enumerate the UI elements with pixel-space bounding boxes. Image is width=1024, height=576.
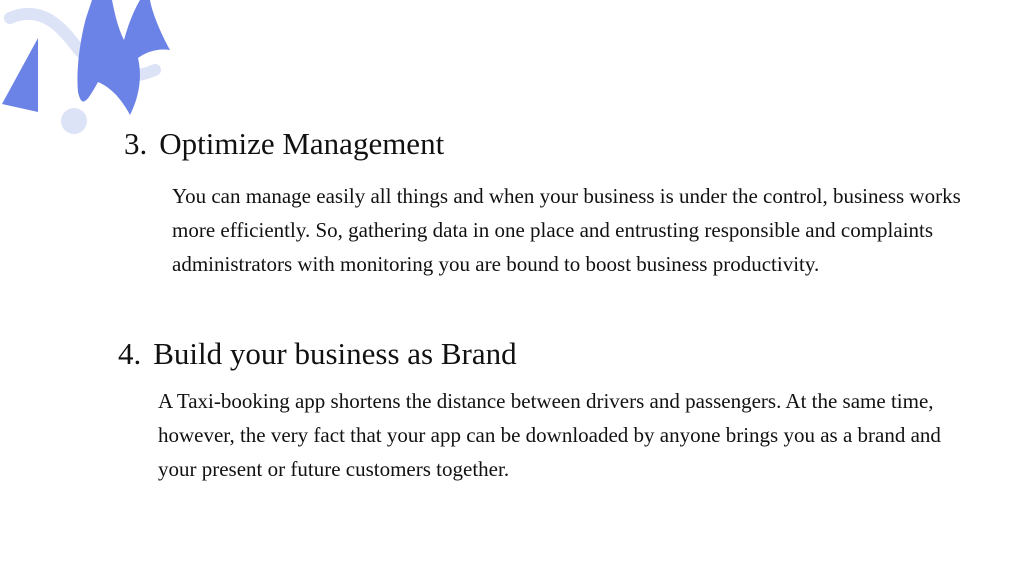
section-4-heading — [118, 336, 517, 372]
section-3-number: 3. — [124, 126, 148, 161]
section-4-title: Build your business as Brand — [153, 336, 517, 371]
section-3-title: Optimize Management — [159, 126, 445, 161]
decorative-triangle — [2, 38, 38, 112]
decorative-leaf-shape — [77, 0, 170, 115]
decorative-dot — [61, 108, 87, 134]
section-4-number: 4. — [118, 336, 142, 371]
section-3-body: You can manage easily all things and when your business is under the control, business works more efficiently. So, gathering data in one place and entrusting responsible and complaints administrators with monitoring you are bound to boost business productivity. — [172, 184, 961, 276]
section-3-heading — [124, 126, 444, 162]
section-4-body: A Taxi-booking app shortens the distance between drivers and passengers. At the same time, however, the very fact that your app can be downloaded by anyone brings you as a brand and your present or future customers together. — [158, 389, 941, 481]
